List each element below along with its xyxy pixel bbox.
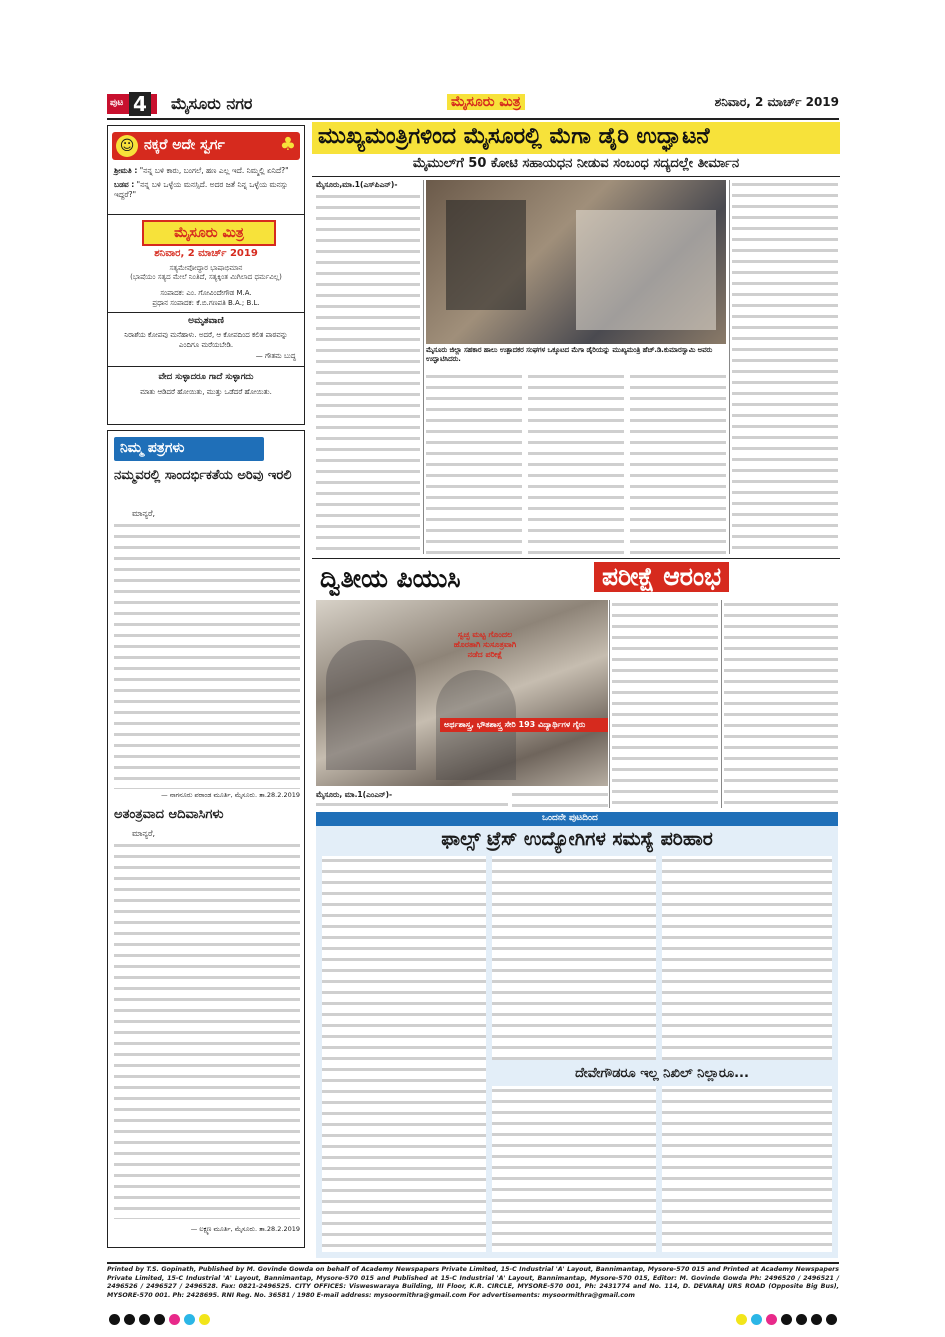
- exam-callout-2: ಅರ್ಥಶಾಸ್ತ್ರ, ಭೌತಶಾಸ್ತ್ರ ಸೇರಿ 193 ವಿದ್ಯಾರ್ಥಿಗಳ ಗೈರು: [440, 718, 608, 732]
- panel-col-2: [492, 856, 656, 1060]
- letter1-signature: — ನಾಗನೂರು ಪರಾಂಡ ಮೂರ್ತಿ, ಮೈಸೂರು. ತಾ.28.2.2019: [161, 791, 300, 799]
- quote-text: ನಿರಾಶೆಯ ಕೋಪವು ಮನೆಹಾಳು. ಅದರೆ, ಆ ಕೋಪದಿಂದ ಕಲಿತ ಪಾಠವನ್ನು ಎಂದಿಗೂ ಮರೆಯಬೇಡಿ.: [124, 331, 288, 349]
- masthead-date: ಶನಿವಾರ, 2 ಮಾರ್ಚ್ 2019: [154, 248, 258, 259]
- masthead-logo: [142, 220, 276, 246]
- masthead-small: ಮೈಸೂರು ಮಿತ್ರ: [447, 94, 525, 110]
- lead-col-3: [528, 372, 624, 554]
- joke-line-1: "ನನ್ನ ಬಳಿ ಕಾರು, ಬಂಗಲೆ, ಹಣ ಎಲ್ಲ ಇದೆ. ನಿಮ್ಮಲ್ಲಿ ಏನಿದೆ?": [139, 166, 289, 175]
- tagline-2: (ಭಾಷೆಯಂ ಸತ್ಯದ ಮೇಲೆ ನಿಂತಿದೆ, ಸತ್ಯಕ್ಕಿಂತ ಮಿಗಿಲಾದ ಧರ್ಮವಿಲ್ಲ): [130, 273, 282, 281]
- letters-banner: [114, 437, 264, 461]
- lead-col-5: [732, 180, 838, 554]
- exam-photo: [316, 600, 608, 786]
- letter1-title: ನಮ್ಮವರಲ್ಲಿ ಸಾಂದರ್ಭಿಕತೆಯ ಅರಿವು ಇರಲಿ: [114, 468, 292, 483]
- panel-headline: ಫಾಲ್ಸ್ ಟ್ರೆಸ್ ಉದ್ಯೋಗಿಗಳ ಸಮಸ್ಯೆ ಪರಿಹಾರ: [441, 828, 713, 850]
- lead-subhead: ಮೈಮುಲ್‌ಗೆ 50 ಕೋಟಿ ಸಹಾಯಧನ ನೀಡುವ ಸಂಬಂಧ ಸದ್ಯದಲ್ಲೇ ತೀರ್ಮಾನ: [412, 156, 740, 171]
- saying-line-2: ಮಾತು ಆಡಿದರೆ ಹೋಯಿತು, ಮುತ್ತು ಒಡೆದರೆ ಹೋಯಿತು.: [140, 388, 272, 396]
- registration-dots-right: [734, 1310, 839, 1329]
- quote-title: ಅಮೃತವಾಣಿ: [188, 316, 224, 326]
- exam-headline: [312, 562, 840, 598]
- letter2-salutation: ಮಾನ್ಯರೆ,: [132, 829, 156, 838]
- left-box: [107, 125, 305, 425]
- lead-col-2: [426, 372, 522, 554]
- quote-author: — ಗೌತಮ ಬುದ್ಧ: [255, 352, 296, 360]
- tagline-1: ಸತ್ಯಮೇವೋದ್ಧಾರ ಭಾಷಾಭಿಮಾನ: [169, 264, 243, 272]
- joke-text: [114, 166, 300, 200]
- panel-col-5: [662, 1086, 832, 1252]
- cartoon-figure-icon: ♣: [279, 134, 296, 155]
- panel-subhead: ದೇವೇಗೌಡರೂ ಇಲ್ಲ ನಿಖಿಲ್ ನಿಲ್ಲಾರೂ...: [575, 1066, 749, 1081]
- lead-headline: ಮುಖ್ಯಮಂತ್ರಿಗಳಿಂದ ಮೈಸೂರಲ್ಲಿ ಮೆಗಾ ಡೈರಿ ಉದ್ಘಾಟನೆ: [318, 124, 710, 149]
- lead-dateline: ಮೈಸೂರು,ಮಾ.1(ಎಸ್‌ಪಿಎನ್)-: [316, 180, 398, 189]
- student-figure-1: [326, 640, 416, 770]
- people-image: [576, 210, 716, 330]
- panel-col-4: [492, 1086, 656, 1252]
- masthead-name: ಮೈಸೂರು ಮಿತ್ರ: [174, 225, 244, 241]
- saying-line-1: ವೇದ ಸುಳ್ಳಾದರೂ ಗಾದೆ ಸುಳ್ಳಾಗದು: [158, 372, 254, 382]
- panel-col-3: [662, 856, 832, 1060]
- lead-col-1: [316, 192, 420, 554]
- associate-editor-line: ಪ್ರಧಾನ ಸಂಪಾದಕ: ಕೆ.ಬಿ.ಗಣಪತಿ B.A.; B.L.: [152, 299, 260, 307]
- registration-dots-left: [107, 1310, 212, 1329]
- joke-title: ನಕ್ಕರೆ ಅದೇ ಸ್ವರ್ಗ: [144, 137, 225, 153]
- exam-headline-part1: ದ್ವಿತೀಯ ಪಿಯುಸಿ: [320, 564, 461, 593]
- plaque-image: [446, 200, 526, 310]
- lead-col-4: [630, 372, 726, 554]
- page-label: ಪುಟ: [110, 98, 124, 108]
- masthead-tagline: [112, 264, 300, 282]
- continued-label: ಒಂದನೇ ಪುಟದಿಂದ: [542, 813, 598, 823]
- letter2-title: ಅತಂತ್ರವಾದ ಆದಿವಾಸಿಗಳು: [114, 807, 224, 822]
- exam-lead-lines-2: [512, 790, 608, 808]
- section-title: ಮೈಸೂರು ನಗರ: [171, 94, 253, 113]
- exam-dateline: ಮೈಸೂರು, ಮಾ.1(ಎಂಎನ್)-: [316, 790, 393, 799]
- page-header: [107, 92, 839, 116]
- exam-col-2: [612, 600, 718, 806]
- exam-col-3: [724, 600, 838, 806]
- joke-banner: [112, 132, 300, 160]
- letter1-body: [114, 521, 300, 789]
- letter2-signature: — ಲಕ್ಷ್ಮಣ ಮೂರ್ತಿ, ಮೈಸೂರು. ತಾ.28.2.2019: [190, 1225, 300, 1233]
- exam-callout-1: ಸ್ವಚ್ಛ ಮಟ್ಟ ಗೊಂದಲ ಹೊರತಾಗಿ ಸುಸೂತ್ರವಾಗಿ ನಡೆದ ಪರೀಕ್ಷೆ: [453, 630, 517, 659]
- page-tab: [107, 94, 157, 114]
- continued-panel: [316, 812, 838, 1258]
- lead-headline-band: [312, 122, 840, 154]
- exam-headline-part2: ಪರೀಕ್ಷೆ ಆರಂಭ: [594, 562, 729, 592]
- exam-lead-lines: [316, 800, 508, 808]
- joke-speaker-2: ಬಡವ :: [114, 180, 135, 189]
- letter1-salutation: ಮಾನ್ಯರೆ,: [132, 509, 156, 518]
- panel-col-1: [322, 856, 486, 1252]
- letter2-body: [114, 841, 300, 1219]
- footer-imprint: Printed by T.S. Gopinath, Published by M. Govinde Gowda on behalf of Academy Newspapers Private Limited, 15-C Industrial 'A' Layout, Bannimantap, Mysore-570 015 and Printed at Academy Newspapers Private Limited, 15-C Industrial 'A' Layout, Bannimantap, Mysore-570 015 and Published at 15-C Industrial 'A' Layout, Bannimantap, Mysore-570 015, Editor: M. Govinde Gowda Ph: 2496520 / 2496521 / 2496526 / 2496527 / 2496528. Fax: 0821-2496525. CITY OFFICES: Visweswaraya Building, III Floor, K.R. CIRCLE, MYSORE-570 001, Ph: 2431774 and No. 114, D. DEVARAJ URS ROAD (Opposite Big Bus), MYSORE-570 001. Ph: 2428695. RNI Reg. No. 36581 / 1980 E-mail address: mysoormithra@gmail.com For advertisements: mysoormithra@gmail.com: [107, 1266, 839, 1299]
- joke-line-2: "ನನ್ನ ಬಳಿ ಒಳ್ಳೆಯ ಮನಸ್ಸಿದೆ. ಅದರ ಜತೆ ನಿನ್ನ ಒಳ್ಳೆಯ ಮನಸ್ಸು ಇದ್ದರೆ?": [114, 180, 288, 199]
- registration-marks: [107, 1310, 839, 1324]
- editor-line: ಸಂಪಾದಕ: ಎಂ. ಗೋವಿಂದೇಗೌಡ M.A.: [160, 289, 252, 297]
- header-date: ಶನಿವಾರ, 2 ಮಾರ್ಚ್ 2019: [714, 95, 839, 109]
- masthead-editors: [112, 288, 300, 308]
- page-number: 4: [129, 92, 151, 116]
- letters-section: [107, 430, 305, 1248]
- joke-speaker-1: ಶ್ರೀಮತಿ :: [114, 166, 138, 175]
- letters-banner-text: ನಿಮ್ಮ ಪತ್ರಗಳು: [120, 440, 185, 456]
- lead-photo-caption: ಮೈಸೂರು ಜಿಲ್ಲಾ ಸಹಕಾರ ಹಾಲು ಉತ್ಪಾದಕರ ಸಂಘಗಳ ಒಕ್ಕೂಟದ ಮೆಗಾ ಡೈರಿಯನ್ನು ಮುಖ್ಯಮಂತ್ರಿ ಹೆಚ್.ಡಿ.ಕುಮಾರಸ್ವಾಮಿ ಅವರು ಉದ್ಘಾಟಿಸಿದರು.: [426, 346, 713, 363]
- laughing-face-icon: ☺: [116, 135, 138, 157]
- continued-label-bar: [316, 812, 838, 826]
- lead-photo: [426, 180, 726, 344]
